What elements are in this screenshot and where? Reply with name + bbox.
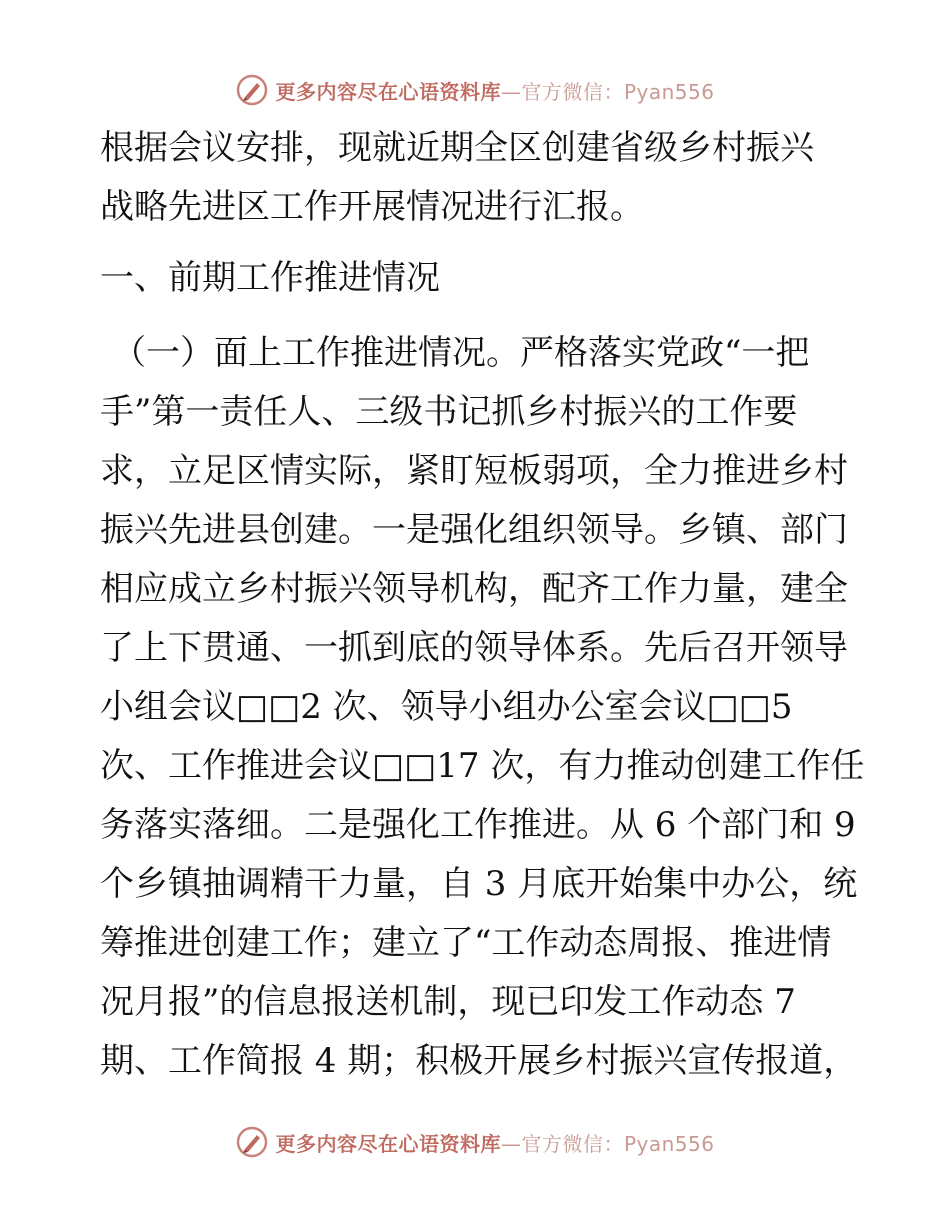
section-heading: 一、前期工作推进情况: [100, 258, 440, 298]
text-line: 手”第一责任人、三级书记抓乡村振兴的工作要: [100, 392, 798, 432]
watermark-brand: 更多内容尽在心语资料库: [275, 79, 501, 104]
watermark-header: [0, 70, 950, 110]
text-line: 振兴先进县创建。一是强化组织领导。乡镇、部门: [100, 510, 848, 550]
text-line: 了上下贯通、一抓到底的领导体系。先后召开领导: [100, 628, 848, 668]
watermark-contact: —官方微信：Pyan556: [500, 1131, 715, 1156]
watermark-contact: —官方微信：Pyan556: [500, 79, 715, 104]
subsection-heading-line: （一）面上工作推进情况。严格落实党政“一把: [112, 333, 810, 373]
text-line: 个乡镇抽调精干力量，自 3 月底开始集中办公，统: [100, 864, 858, 904]
text-line: 务落实落细。二是强化工作推进。从 6 个部门和 9: [100, 805, 856, 845]
watermark-text: [275, 1128, 714, 1157]
text-line: 相应成立乡村振兴领导机构，配齐工作力量，建全: [100, 569, 848, 609]
text-line: 次、工作推进会议□□17 次，有力推动创建工作任: [100, 746, 865, 786]
text-line: 根据会议安排，现就近期全区创建省级乡村振兴: [100, 128, 814, 168]
text-line: 筹推进创建工作；建立了“工作动态周报、推进情: [100, 923, 832, 963]
watermark-text: [275, 76, 714, 105]
watermark-brand: 更多内容尽在心语资料库: [275, 1131, 501, 1156]
pen-logo-icon: [235, 1125, 269, 1159]
text-line: 况月报”的信息报送机制，现已印发工作动态 7: [100, 982, 796, 1022]
text-line: 小组会议□□2 次、领导小组办公室会议□□5: [100, 687, 793, 727]
text-line: 战略先进区工作开展情况进行汇报。: [100, 187, 644, 227]
pen-logo-icon: [235, 73, 269, 107]
text-line: 求，立足区情实际，紧盯短板弱项，全力推进乡村: [100, 451, 848, 491]
text-line: 期、工作简报 4 期；积极开展乡村振兴宣传报道，: [100, 1041, 858, 1081]
watermark-footer: [0, 1122, 950, 1162]
